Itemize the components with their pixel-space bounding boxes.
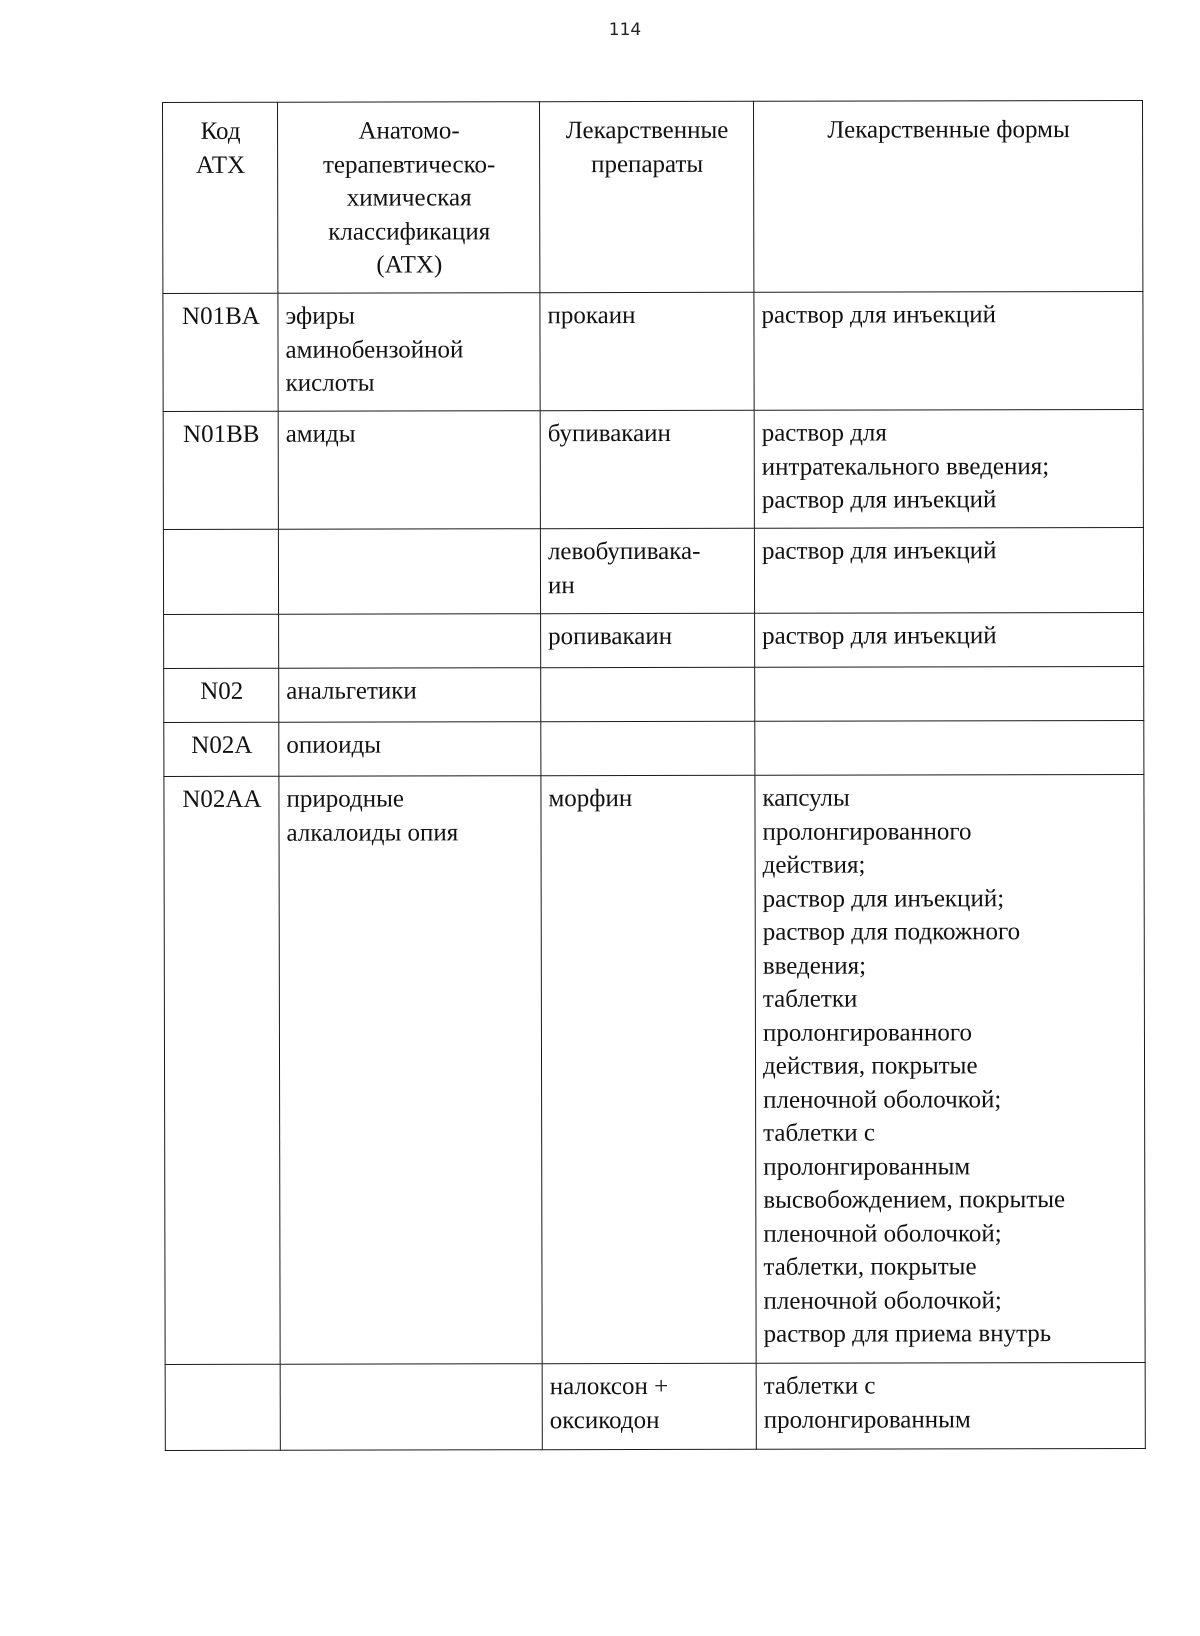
table-row xyxy=(163,291,1143,411)
cell-code xyxy=(163,529,278,614)
header-drugs: Лекарственные препараты xyxy=(540,101,754,292)
cell-code: N02A xyxy=(164,722,279,776)
cell-drug xyxy=(541,721,755,775)
table-header-row xyxy=(163,100,1143,293)
table-row xyxy=(163,527,1143,614)
cell-atx xyxy=(278,529,540,615)
cell-code: N02 xyxy=(164,668,279,722)
cell-forms xyxy=(755,720,1144,775)
header-atx-classification: Анатомо- терапевтическо- химическая классификация (АТХ) xyxy=(278,102,540,294)
cell-forms: капсулы пролонгированного действия; раствор для инъекций; раствор для подкожного введения; таблетки пролонгированного действия, покрытые пленочной оболочкой; таблетки с пролонгированным высвобождением, покрытые пленочной оболочкой; таблетки, покрытые пленочной оболочкой; раствор для приема внутрь xyxy=(755,774,1145,1363)
cell-atx: амиды xyxy=(278,411,540,530)
cell-drug xyxy=(541,667,755,721)
cell-forms: раствор для инъекций xyxy=(755,612,1144,667)
cell-atx xyxy=(279,614,541,669)
table-row xyxy=(165,1362,1145,1450)
cell-code: N01BA xyxy=(163,293,278,411)
cell-atx: природные алкалоиды опия xyxy=(279,776,542,1365)
cell-atx: анальгетики xyxy=(279,668,541,723)
cell-drug: прокаин xyxy=(540,292,754,410)
table-row xyxy=(164,720,1144,776)
cell-drug: левобупивака- ин xyxy=(540,528,754,613)
cell-forms: раствор для инъекций xyxy=(754,291,1143,410)
cell-code xyxy=(164,614,279,668)
table-row xyxy=(164,612,1144,668)
atx-table xyxy=(162,100,1146,1451)
cell-atx: опиоиды xyxy=(279,722,541,777)
header-code: Код АТХ xyxy=(163,102,278,293)
cell-code xyxy=(165,1364,280,1450)
table-row xyxy=(164,774,1145,1364)
cell-atx: эфиры аминобензойной кислоты xyxy=(278,293,540,412)
cell-forms: таблетки с пролонгированным xyxy=(756,1362,1145,1449)
cell-atx xyxy=(280,1364,542,1451)
cell-forms: раствор для интратекального введения; раствор для инъекций xyxy=(754,409,1143,528)
table-row xyxy=(163,409,1143,529)
page-number: 114 xyxy=(608,20,642,40)
cell-code: N02AA xyxy=(164,776,280,1364)
cell-forms: раствор для инъекций xyxy=(754,527,1143,613)
cell-forms xyxy=(755,666,1144,721)
table-row xyxy=(164,666,1144,722)
atx-table-container xyxy=(162,100,1146,1451)
cell-drug: ропивакаин xyxy=(541,613,755,667)
cell-drug: налоксон + оксикодон xyxy=(542,1363,756,1449)
cell-drug: морфин xyxy=(541,775,756,1363)
cell-code: N01BB xyxy=(163,411,278,529)
cell-drug: бупивакаин xyxy=(540,410,754,528)
header-dosage-forms: Лекарственные формы xyxy=(753,100,1142,292)
